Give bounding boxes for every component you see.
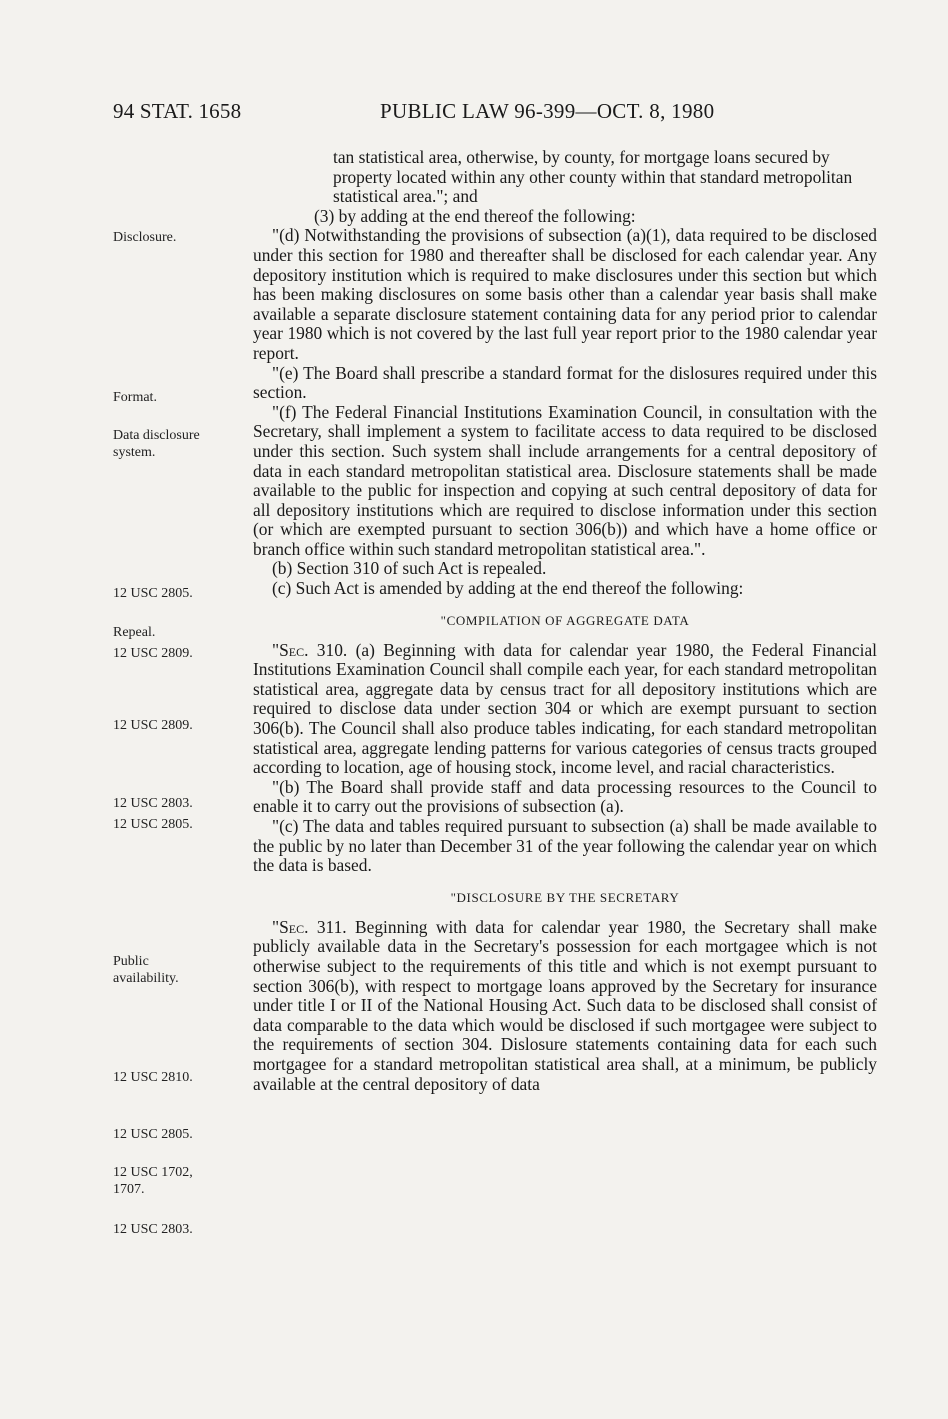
paragraph-sec-310-c: "(c) The data and tables required pursuant to subsection (a) shall be made available to the public by no later than December 31 of the year following the calendar year on which the data is based. [253,816,877,876]
margin-note: Disclosure. [113,230,177,245]
margin-note: Repeal. [113,625,156,640]
margin-note: 12 USC 2810. [113,1070,193,1085]
margin-note: 12 USC 2805. [113,586,193,601]
margin-note: 12 USC 2809. [113,718,193,733]
margin-note: 12 USC 2805. [113,817,193,832]
section-heading-aggregate-data: "COMPILATION OF AGGREGATE DATA [440,612,690,628]
sec-310-text: 310. (a) Beginning with data for calendar year 1980, the Federal Financial Institutions Examination Council shall compile each year, for each standard metropolitan statistical area, aggregate data by census tract for all depository institutions which are required to disclose data under section 304 or which are exempt pursuant to section 306(b). The Council shall also produce tables indicating, for each standard metropolitan statistical area, aggregate lending patterns for various categories of census tracts grouped according to location, age of housing stock, income level, and racial characteristics. [253,639,877,778]
paragraph-subsection-d: "(d) Notwithstanding the provisions of subsection (a)(1), data required to be disclosed under this section for 1980 and thereafter shall be disclosed for each calendar year. Any depository institution which is required to make disclosures under this section but which has been making disclosures on some basis other than a calendar year basis shall make available a separate disclosure statement containing data for any period prior to calendar year 1980 which is not covered by the last full year report prior to the 1980 calendar year report. [253,225,877,363]
paragraph-clause-3: (3) by adding at the end thereof the following: [314,205,636,226]
sec-311-text: 311. Beginning with data for calendar year 1980, the Secretary shall make publicly available data in the Secretary's possession for each mortgagee which is not otherwise subject to the requirements of this title and which is not exempt pursuant to section 306(b), with respect to mortgage loans approved by the Secretary for insurance under title I or II of the National Housing Act. Such data to be disclosed shall consist of data comparable to the data which would be disclosed if such mortgagee were subject to the requirements of section 304. Dislosure statements containing data for each such mortgagee for a standard metropolitan statistical area shall, at a minimum, be publicly available at the central depository of data [253,916,877,1094]
margin-note: Public availability. [113,954,179,986]
body-text [253,148,877,1094]
paragraph-subsection-f: "(f) The Federal Financial Institutions Examination Council, in consultation with the Secretary, shall implement a system to facilitate access to data required to be disclosed under this section. Such system shall include arrangements for a central depository of data in each standard metropolitan statistical area. Disclosure statements shall be made available to the public for inspection and copying at such central depository of data for all depository institutions which are required to disclose information under this section (or which are exempted pursuant to section 306(b)) and which have a home office or branch office within such standard metropolitan statistical area.". [253,401,877,559]
section-heading-disclosure-secretary: "DISCLOSURE BY THE SECRETARY [450,889,680,905]
paragraph-sec-311 [253,918,877,1094]
margin-note: 12 USC 2803. [113,1222,193,1237]
paragraph-section-c: (c) Such Act is amended by adding at the end thereof the following: [272,578,744,599]
law-title-header: PUBLIC LAW 96-399—OCT. 8, 1980 [380,99,715,123]
margin-note: 12 USC 2805. [113,1127,193,1142]
stat-reference: 94 STAT. 1658 [113,99,242,123]
paragraph-continuation: tan statistical area, otherwise, by county, for mortgage loans secured by property located within any other county within that standard metropolitan statistical area."; and [333,147,853,207]
paragraph-sec-310 [253,641,877,778]
sec-label: "Sec. [272,639,309,660]
paragraph-sec-310-b: "(b) The Board shall provide staff and data processing resources to the Council to enable it to carry out the provisions of subsection (a). [253,776,877,817]
margin-note: Format. [113,390,157,405]
sec-label: "Sec. [272,916,309,937]
margin-note: Data disclosure system. [113,428,200,460]
paragraph-section-b: (b) Section 310 of such Act is repealed. [272,558,547,579]
margin-note: 12 USC 2809. [113,646,193,661]
paragraph-subsection-e: "(e) The Board shall prescribe a standard format for the dislosures required under this section. [253,362,877,403]
margin-note: 12 USC 1702, 1707. [113,1165,193,1197]
margin-note: 12 USC 2803. [113,796,193,811]
